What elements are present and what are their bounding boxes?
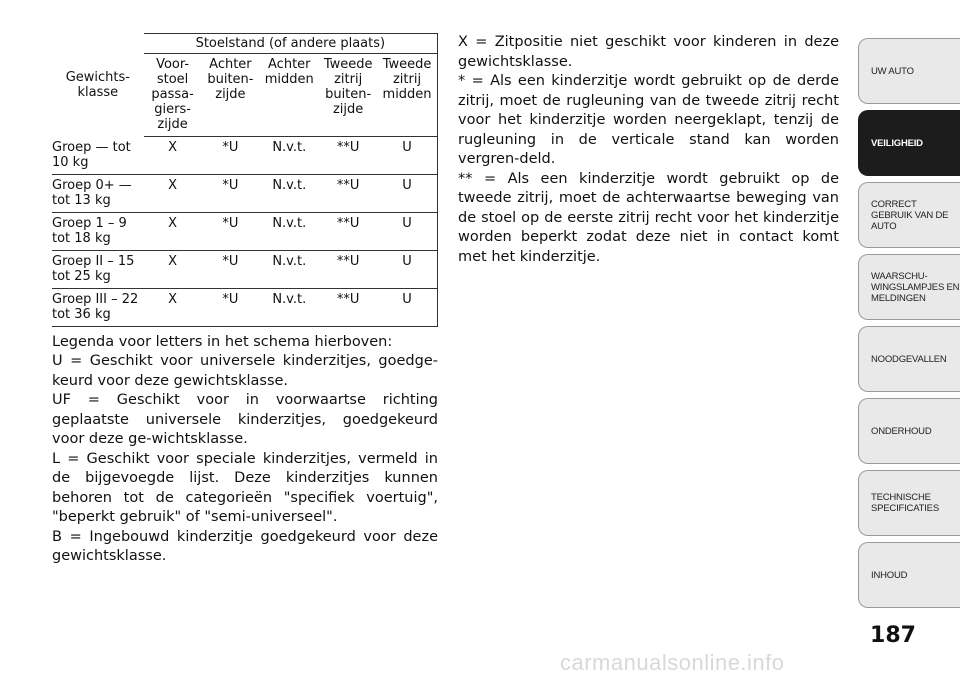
table-cell: *U xyxy=(201,250,259,288)
child-seat-table xyxy=(52,33,438,327)
table-row xyxy=(52,212,438,250)
right-column xyxy=(458,33,839,267)
col-second-row-middle: Tweede zitrij midden xyxy=(377,54,437,137)
table-cell: *U xyxy=(201,174,259,212)
table-cell: U xyxy=(377,288,437,326)
chapter-tabs xyxy=(858,0,960,678)
table-row xyxy=(52,288,438,326)
group-cell: Groep — tot 10 kg xyxy=(52,137,144,175)
table-cell: X xyxy=(144,212,202,250)
tab-label: VEILIGHEID xyxy=(871,137,923,149)
tab-inhoud[interactable] xyxy=(858,542,960,608)
tab-uw-auto[interactable] xyxy=(858,38,960,104)
legend-item: B = Ingebouwd kinderzitje goedgekeurd voor deze gewichtsklasse. xyxy=(52,528,438,564)
table-cell: *U xyxy=(201,212,259,250)
legend-item: L = Geschikt voor speciale kinderzitjes, vermeld in de bijgevoegde lijst. Deze kinderzitjes kunnen behoren tot de categorieën "specifiek voertuig", "beperkt gebruik" of "semi-universeel". xyxy=(52,450,438,525)
note-item: ** = Als een kinderzitje wordt gebruikt op de tweede zitrij, moet de achterwaartse beweging van de stoel op de eerste zitrij recht voor het kinderzitje worden beperkt zodat deze niet in contact komt met het kinderzitje. xyxy=(458,170,839,265)
table-cell: **U xyxy=(319,174,377,212)
table-cell: **U xyxy=(319,250,377,288)
note-item: * = Als een kinderzitje wordt gebruikt op de derde zitrij, moet de rugleuning van de tweede zitrij recht voor het kinderzitje worden neergeklapt, tenzij de rugleuning in de verticale stand kan worden vergren-deld. xyxy=(458,73,839,167)
table-cell: N.v.t. xyxy=(259,212,319,250)
legend-item: U = Geschikt voor universele kinderzitjes, goedge-keurd voor deze gewichtsklasse. xyxy=(52,353,438,389)
table-cell: N.v.t. xyxy=(259,250,319,288)
note-item: X = Zitpositie niet geschikt voor kinderen in deze gewichtsklasse. xyxy=(458,34,839,70)
group-cell: Groep II – 15 tot 25 kg xyxy=(52,250,144,288)
col-rear-middle: Achter midden xyxy=(259,54,319,137)
table-cell: X xyxy=(144,288,202,326)
seat-position-header: Stoelstand (of andere plaats) xyxy=(144,34,438,54)
tab-label: ONDERHOUD xyxy=(871,425,932,437)
tab-label: INHOUD xyxy=(871,569,908,581)
table-cell: *U xyxy=(201,288,259,326)
col-second-row-outer: Tweede zitrij buiten-zijde xyxy=(319,54,377,137)
table-cell: X xyxy=(144,250,202,288)
table-cell: U xyxy=(377,174,437,212)
tab-waarschuwingslampjes[interactable] xyxy=(858,254,960,320)
tab-label: UW AUTO xyxy=(871,65,914,77)
tab-label: CORRECT GEBRUIK VAN DE AUTO xyxy=(871,198,949,232)
group-cell: Groep 1 – 9 tot 18 kg xyxy=(52,212,144,250)
table-cell: U xyxy=(377,137,437,175)
legend-title: Legenda voor letters in het schema hierboven: xyxy=(52,333,393,350)
table-cell: N.v.t. xyxy=(259,288,319,326)
col-rear-outer: Achter buiten-zijde xyxy=(201,54,259,137)
tab-veiligheid[interactable] xyxy=(858,110,960,176)
weight-class-header: Gewichts-klasse xyxy=(65,70,130,100)
tab-label: NOODGEVALLEN xyxy=(871,353,947,365)
table-row xyxy=(52,250,438,288)
notes xyxy=(458,33,839,267)
legend-item: UF = Geschikt voor in voorwaartse richting geplaatste universele kinderzitjes, goedgekeurd voor deze ge-wichtsklasse. xyxy=(52,392,438,447)
tab-label: TECHNISCHE SPECIFICATIES xyxy=(871,492,939,514)
table-row xyxy=(52,137,438,175)
tab-onderhoud[interactable] xyxy=(858,398,960,464)
tab-correct-gebruik[interactable] xyxy=(858,182,960,248)
table-cell: **U xyxy=(319,137,377,175)
table-cell: U xyxy=(377,250,437,288)
tab-label: WAARSCHU-WINGSLAMPJES EN MELDINGEN xyxy=(871,270,960,304)
table-cell: X xyxy=(144,174,202,212)
table-cell: *U xyxy=(201,137,259,175)
page-number: 187 xyxy=(870,623,916,648)
table-cell: **U xyxy=(319,212,377,250)
table-row xyxy=(52,174,438,212)
group-cell: Groep 0+ — tot 13 kg xyxy=(52,174,144,212)
table-cell: N.v.t. xyxy=(259,174,319,212)
tab-technische-specificaties[interactable] xyxy=(858,470,960,536)
watermark: carmanualsonline.info xyxy=(560,650,785,675)
group-cell: Groep III – 22 tot 36 kg xyxy=(52,288,144,326)
table-cell: U xyxy=(377,212,437,250)
table-cell: X xyxy=(144,137,202,175)
left-column xyxy=(52,33,438,567)
table-cell: N.v.t. xyxy=(259,137,319,175)
col-front-passenger: Voor-stoel passa-giers-zijde xyxy=(144,54,202,137)
table-cell: **U xyxy=(319,288,377,326)
tab-noodgevallen[interactable] xyxy=(858,326,960,392)
legend xyxy=(52,333,438,567)
